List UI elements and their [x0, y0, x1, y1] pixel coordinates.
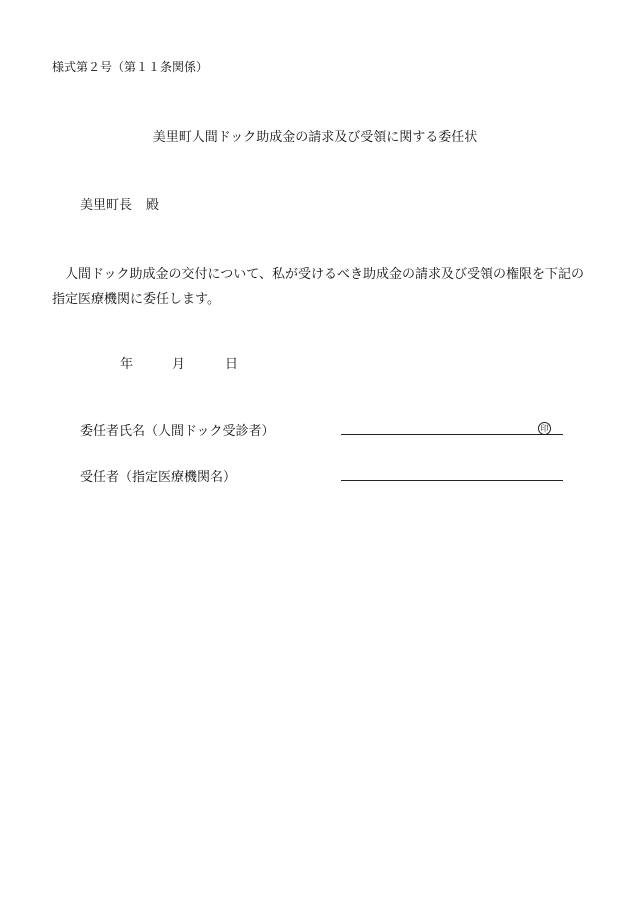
addressee-honorific: 殿 [146, 198, 160, 213]
delegator-name-label: 委任者氏名（人間ドック受診者） [80, 424, 275, 439]
delegator-name-line[interactable] [341, 434, 563, 435]
date-year-label: 年 [120, 357, 134, 372]
document-title: 美里町人間ドック助成金の請求及び受領に関する委任状 [152, 130, 478, 145]
date-month-label: 月 [172, 357, 186, 372]
delegatee-name-line[interactable] [341, 480, 563, 481]
form-number: 様式第２号（第１１条関係） [52, 60, 209, 74]
seal-icon: 印 [538, 422, 551, 435]
date-day-label: 日 [225, 357, 239, 372]
delegatee-name-label: 受任者（指定医療機関名） [80, 470, 237, 485]
body-text: 人間ドック助成金の交付について、私が受けるべき助成金の請求及び受領の権限を下記の指定医療機関に委任します。 [52, 267, 584, 307]
addressee [80, 194, 159, 213]
addressee-name: 美里町長 [80, 198, 133, 213]
